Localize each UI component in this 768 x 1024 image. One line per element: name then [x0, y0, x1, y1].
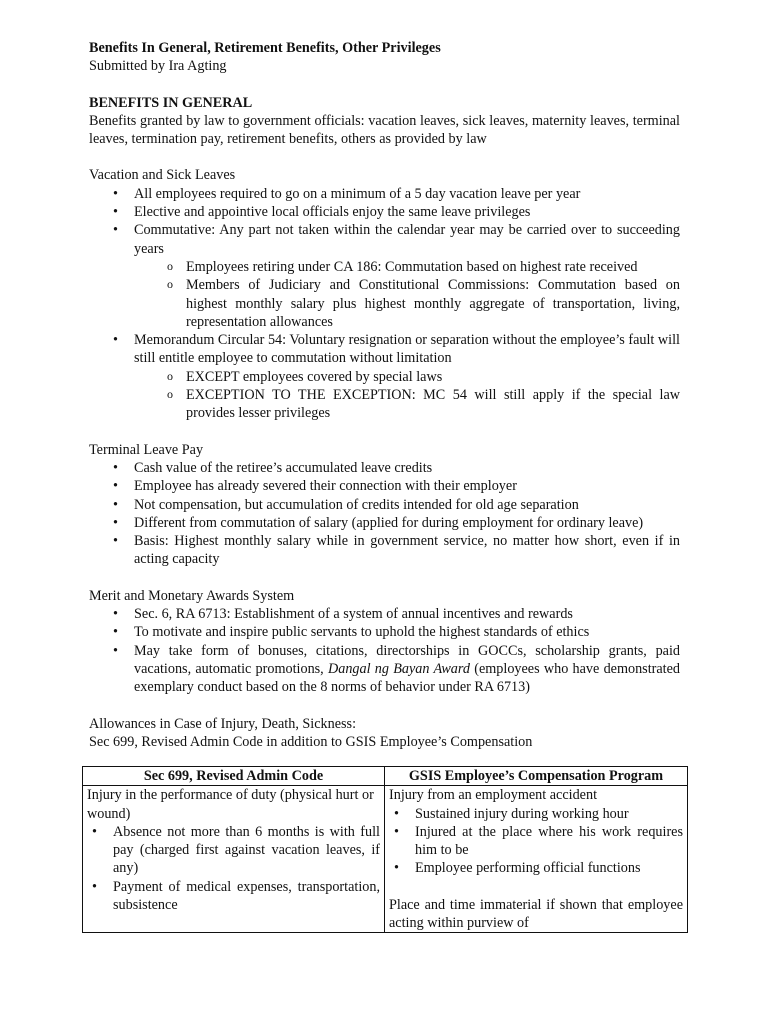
comparison-table	[82, 766, 688, 933]
table-cell-sec699: Injury in the performance of duty (physical hurt or wound) • Absence not more than 6 months is with full pay (charged first against vacation leaves, if any) • Payment of medical expenses, transportation, subsistence	[83, 786, 385, 933]
list-item: • Absence not more than 6 months is with full pay (charged first against vacation leaves, if any)	[87, 823, 380, 878]
merit-list	[89, 605, 680, 696]
list-item: • Different from commutation of salary (applied for during employment for ordinary leave)	[89, 514, 680, 532]
subheading-vacation-sick: Vacation and Sick Leaves	[89, 167, 236, 184]
benefits-intro: Benefits granted by law to government officials: vacation leaves, sick leaves, maternity leaves, terminal leaves, termination pay, retirement benefits, others as provided by law	[89, 112, 680, 148]
sub-list-item: o EXCEPT employees covered by special laws	[89, 368, 680, 386]
sub-list	[134, 368, 680, 423]
list-item: • Memorandum Circular 54: Voluntary resignation or separation without the employee’s fault will still entitle employee to commutation without limitation o EXCEPT employees covered by special laws o EXCEPTION TO THE EXCEPTION: MC 54 will still apply if the special law provides lesser privileges	[89, 331, 680, 422]
gsis-list	[389, 805, 683, 878]
list-item: • Basis: Highest monthly salary while in government service, no matter how short, even if in acting capacity	[89, 532, 680, 569]
table-header-cell: GSIS Employee’s Compensation Program	[385, 767, 688, 786]
award-name: Dangal ng Bayan Award	[327, 660, 470, 677]
list-item: • Cash value of the retiree’s accumulated leave credits	[89, 459, 680, 477]
list-item: • To motivate and inspire public servants to uphold the highest standards of ethics	[89, 623, 680, 641]
subheading-terminal-leave: Terminal Leave Pay	[89, 441, 204, 458]
subheading-merit-awards: Merit and Monetary Awards System	[89, 587, 295, 604]
vacation-list	[89, 185, 680, 423]
list-item: • Sustained injury during working hour	[389, 805, 683, 823]
table-header-row	[83, 767, 688, 786]
list-item: • Commutative: Any part not taken within the calendar year may be carried over to succeeding years o Employees retiring under CA 186: Commutation based on highest rate received o Members of Judiciary and Constitutional Commissions: Commutation based on highest monthly salary plus highest monthly aggregate of transportation, living, representation allowances	[89, 221, 680, 331]
list-item: • Not compensation, but accumulation of credits intended for old age separation	[89, 496, 680, 514]
list-item: • Payment of medical expenses, transportation, subsistence	[87, 878, 380, 915]
allowances-heading: Allowances in Case of Injury, Death, Sickness:	[89, 715, 357, 732]
list-item: • Sec. 6, RA 6713: Establishment of a system of annual incentives and rewards	[89, 605, 680, 623]
sub-list-item: o Members of Judiciary and Constitutional Commissions: Commutation based on highest monthly salary plus highest monthly aggregate of transportation, living, representation allowances	[89, 276, 680, 331]
allowances-subheading: Sec 699, Revised Admin Code in addition to GSIS Employee’s Compensation	[89, 733, 533, 750]
sec699-list	[87, 823, 380, 914]
list-item: • Employee has already severed their connection with their employer	[89, 477, 680, 495]
table-cell-gsis: Injury from an employment accident • Sustained injury during working hour • Injured at the place where his work requires him to be • Employee performing official functions Place and time immaterial if shown that employee acting within purview of	[385, 786, 688, 933]
sub-list-item: o Employees retiring under CA 186: Commutation based on highest rate received	[89, 258, 680, 276]
list-item: • May take form of bonuses, citations, directorships in GOCCs, scholarship grants, paid vacations, automatic promotions, Dangal ng Bayan Award (employees who have demonstrated exemplary conduct based on the 8 norms of behavior under RA 6713)	[89, 642, 680, 697]
table-header-cell: Sec 699, Revised Admin Code	[83, 767, 385, 786]
sub-list-item: o EXCEPTION TO THE EXCEPTION: MC 54 will still apply if the special law provides lesser privileges	[89, 386, 680, 423]
submitted-by: Submitted by Ira Agting	[89, 58, 227, 75]
terminal-list	[89, 459, 680, 569]
list-item: • Employee performing official functions	[389, 859, 683, 877]
sub-list	[134, 258, 680, 331]
section-heading-benefits: BENEFITS IN GENERAL	[89, 94, 253, 111]
table-row	[83, 786, 688, 933]
list-item: • Injured at the place where his work requires him to be	[389, 823, 683, 860]
list-item: • Elective and appointive local officials enjoy the same leave privileges	[89, 203, 680, 221]
document-page	[89, 39, 680, 751]
list-item: • All employees required to go on a minimum of a 5 day vacation leave per year	[89, 185, 680, 203]
document-title: Benefits In General, Retirement Benefits, Other Privileges	[89, 40, 441, 56]
